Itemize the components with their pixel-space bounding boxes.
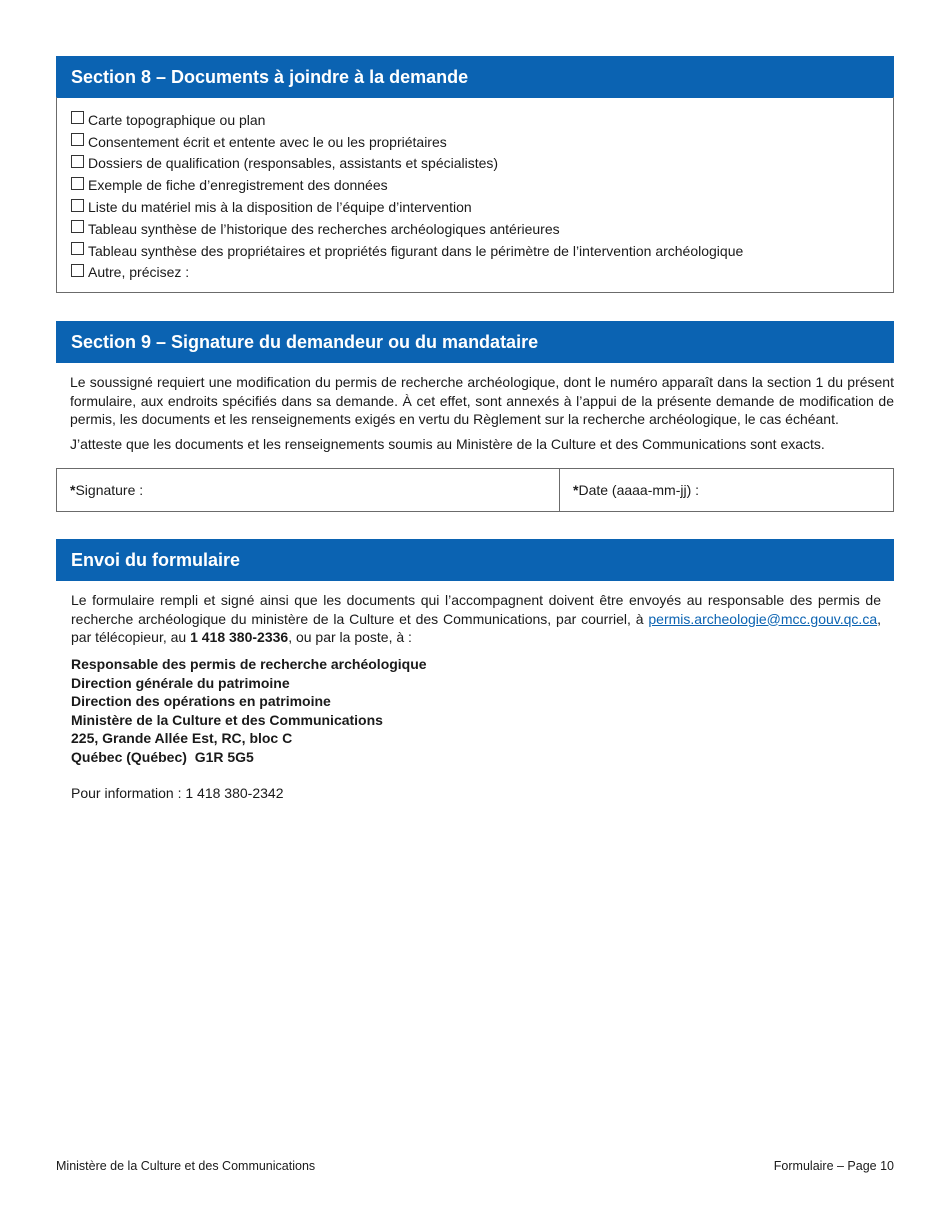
mailing-address bbox=[71, 655, 427, 767]
checklist-label: Exemple de fiche d’enregistrement des données bbox=[88, 177, 388, 194]
address-line: Ministère de la Culture et des Communications bbox=[71, 711, 383, 728]
fax-number: 1 418 380-2336 bbox=[190, 629, 289, 645]
checklist-label: Consentement écrit et entente avec le ou les propriétaires bbox=[88, 133, 447, 150]
email-link[interactable]: permis.archeologie@mcc.gouv.qc.ca bbox=[648, 610, 878, 627]
required-mark: * bbox=[70, 482, 76, 498]
section8-title: Section 8 – Documents à joindre à la demande bbox=[71, 66, 469, 87]
section8-checklist bbox=[56, 97, 894, 293]
checkbox[interactable] bbox=[71, 133, 84, 146]
checklist-label: Autre, précisez : bbox=[88, 264, 190, 281]
footer-ministry: Ministère de la Culture et des Communications bbox=[56, 1159, 316, 1173]
required-mark: * bbox=[573, 482, 579, 498]
envoi-text-part1: Le formulaire rempli et signé ainsi que les documents qui l’accompagnent doivent être envoyés au responsable des permis de recherche archéologique du ministère de la Culture et des Communications, par courriel, à bbox=[71, 592, 881, 627]
checkbox[interactable] bbox=[71, 199, 84, 212]
checkbox[interactable] bbox=[71, 177, 84, 190]
checklist-item[interactable] bbox=[71, 153, 893, 175]
checklist-item[interactable] bbox=[71, 262, 893, 284]
envoi-paragraph bbox=[71, 591, 881, 647]
address-line: Responsable des permis de recherche archéologique bbox=[71, 656, 427, 672]
info-line: Pour information : 1 418 380-2342 bbox=[71, 785, 284, 801]
checklist-item[interactable] bbox=[71, 240, 893, 262]
checklist-label: Dossiers de qualification (responsables, assistants et spécialistes) bbox=[88, 155, 499, 172]
envoi-header bbox=[56, 539, 894, 581]
checklist-item[interactable] bbox=[71, 109, 893, 131]
address-line: Québec (Québec) G1R 5G5 bbox=[71, 748, 254, 765]
checkbox[interactable] bbox=[71, 242, 84, 255]
envoi-title: Envoi du formulaire bbox=[71, 549, 241, 570]
date-field[interactable] bbox=[560, 469, 893, 511]
address-line: 225, Grande Allée Est, RC, bloc C bbox=[71, 730, 293, 747]
envoi-text-part2: , par télécopieur, au bbox=[71, 610, 881, 645]
envoi-text-part3: , ou par la poste, à : bbox=[288, 629, 412, 645]
section9-header bbox=[56, 321, 894, 363]
signature-field[interactable] bbox=[57, 469, 560, 511]
checkbox[interactable] bbox=[71, 111, 84, 124]
checkbox[interactable] bbox=[71, 155, 84, 168]
checklist-label: Tableau synthèse de l’historique des recherches archéologiques antérieures bbox=[88, 220, 560, 237]
checkbox[interactable] bbox=[71, 264, 84, 277]
signature-label: Signature : bbox=[75, 482, 144, 498]
date-label: Date (aaaa-mm-jj) : bbox=[578, 482, 700, 498]
checklist-label: Tableau synthèse des propriétaires et propriétés figurant dans le périmètre de l’intervention archéologique bbox=[88, 242, 744, 259]
signature-table bbox=[56, 468, 894, 512]
checklist-item[interactable] bbox=[71, 174, 893, 196]
checkbox[interactable] bbox=[71, 220, 84, 233]
checklist-label: Carte topographique ou plan bbox=[88, 111, 266, 128]
address-line: Direction des opérations en patrimoine bbox=[71, 693, 331, 710]
section9-attestation: J’atteste que les documents et les renseignements soumis au Ministère de la Culture et des Communications sont exacts. bbox=[70, 436, 825, 452]
checklist-item[interactable] bbox=[71, 196, 893, 218]
section9-paragraph: Le soussigné requiert une modification du permis de recherche archéologique, dont le numéro apparaît dans la section 1 du présent formulaire, aux endroits spécifiés dans sa demande. À cet effet, sont annexés à l’appui de la présente demande de modification de permis, les documents et les renseignements exigés en vertu du Règlement sur la recherche archéologique, le cas échéant. bbox=[70, 374, 894, 427]
checklist-label: Liste du matériel mis à la disposition de l’équipe d’intervention bbox=[88, 199, 472, 216]
section8-header bbox=[56, 56, 894, 98]
footer-page-number: Formulaire – Page 10 bbox=[773, 1159, 894, 1173]
checklist-item[interactable] bbox=[71, 218, 893, 240]
section9-title: Section 9 – Signature du demandeur ou du mandataire bbox=[71, 331, 539, 352]
address-line: Direction générale du patrimoine bbox=[71, 674, 290, 691]
checklist-item[interactable] bbox=[71, 131, 893, 153]
